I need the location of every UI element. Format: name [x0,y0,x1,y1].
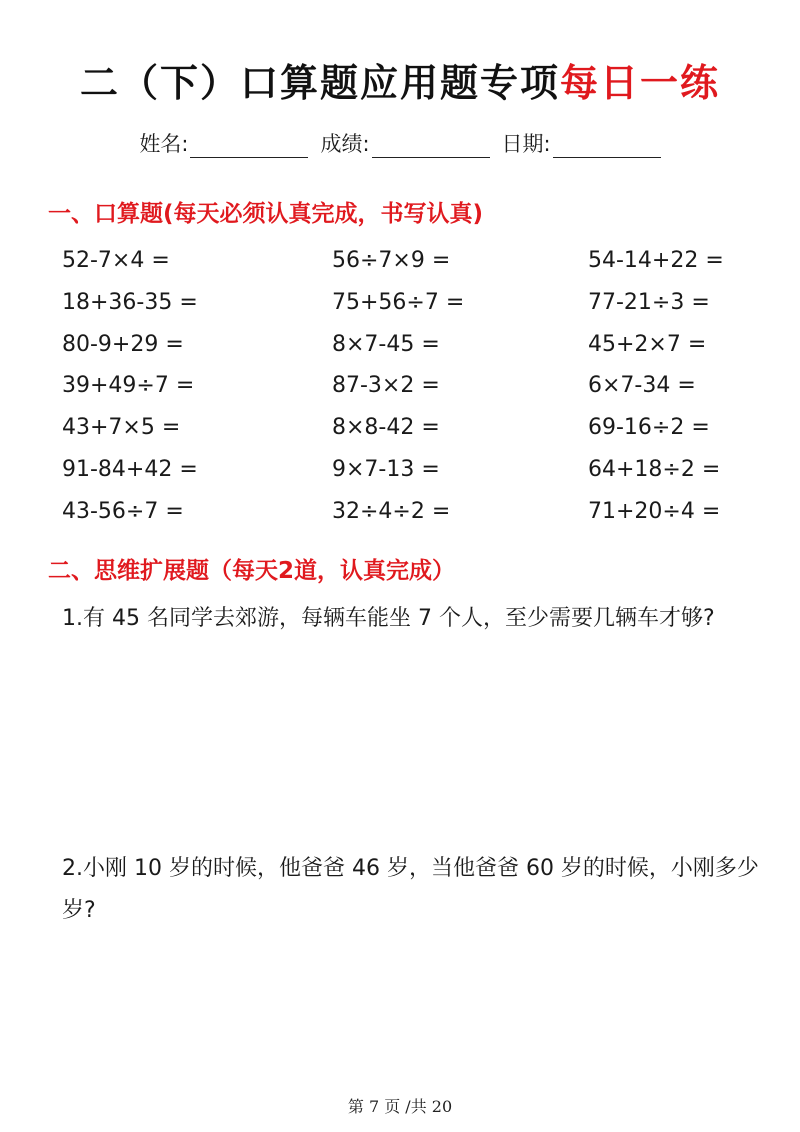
calc-item: 39+49÷7 = [62,373,195,399]
section2-heading: 二、思维扩展题（每天2道，认真完成） [48,558,456,584]
calc-item: 91-84+42 = [62,456,198,482]
calculation-grid [62,248,762,541]
calc-item: 80-9+29 = [62,331,184,357]
calc-row [62,457,762,499]
date-label: 日期: [501,132,551,156]
calc-item: 43-56÷7 = [62,498,184,524]
calc-item: 43+7×5 = [62,415,181,441]
calc-item: 54-14+22 = [588,248,724,273]
calc-item: 8×8-42 = [332,415,440,441]
title-main: 二（下）口算题应用题专项 [79,61,560,105]
calc-row [62,373,762,415]
name-label: 姓名: [139,132,189,156]
date-blank[interactable] [553,135,661,158]
score-field [320,128,489,158]
title-accent: 每日一练 [560,61,721,105]
page-title [0,52,800,107]
calc-item: 18+36-35 = [62,289,198,315]
word-problem-1: 1.有 45 名同学去郊游，每辆车能坐 7 个人，至少需要几辆车才够? [62,606,715,631]
calc-item: 75+56÷7 = [332,289,465,315]
date-field [502,128,661,158]
calc-item: 8×7-45 = [332,331,440,357]
name-blank[interactable] [190,135,308,158]
calc-item: 6×7-34 = [588,373,696,399]
calc-item: 87-3×2 = [332,373,440,399]
calc-row [62,248,762,290]
calc-row [62,290,762,332]
calc-item: 9×7-13 = [332,456,440,482]
calc-row [62,499,762,541]
calc-item: 56÷7×9 = [332,248,451,273]
calc-item: 52-7×4 = [62,248,170,273]
calc-item: 32÷4÷2 = [332,498,451,524]
calc-item: 71+20÷4 = [588,498,721,524]
calc-row [62,332,762,374]
calc-item: 77-21÷3 = [588,289,710,315]
name-field [139,128,308,158]
calc-item: 45+2×7 = [588,331,707,357]
score-label: 成绩: [320,132,370,156]
calc-row [62,415,762,457]
word-problem-2: 2.小刚 10 岁的时候，他爸爸 46 岁，当他爸爸 60 岁的时候，小刚多少岁? [62,856,759,923]
calc-item: 64+18÷2 = [588,456,721,482]
section1-heading: 一、口算题(每天必须认真完成，书写认真) [48,201,484,227]
student-info-row [0,128,800,158]
page-footer: 第 7 页 /共 20 [347,1097,453,1116]
calc-item: 69-16÷2 = [588,415,710,441]
score-blank[interactable] [372,135,490,158]
